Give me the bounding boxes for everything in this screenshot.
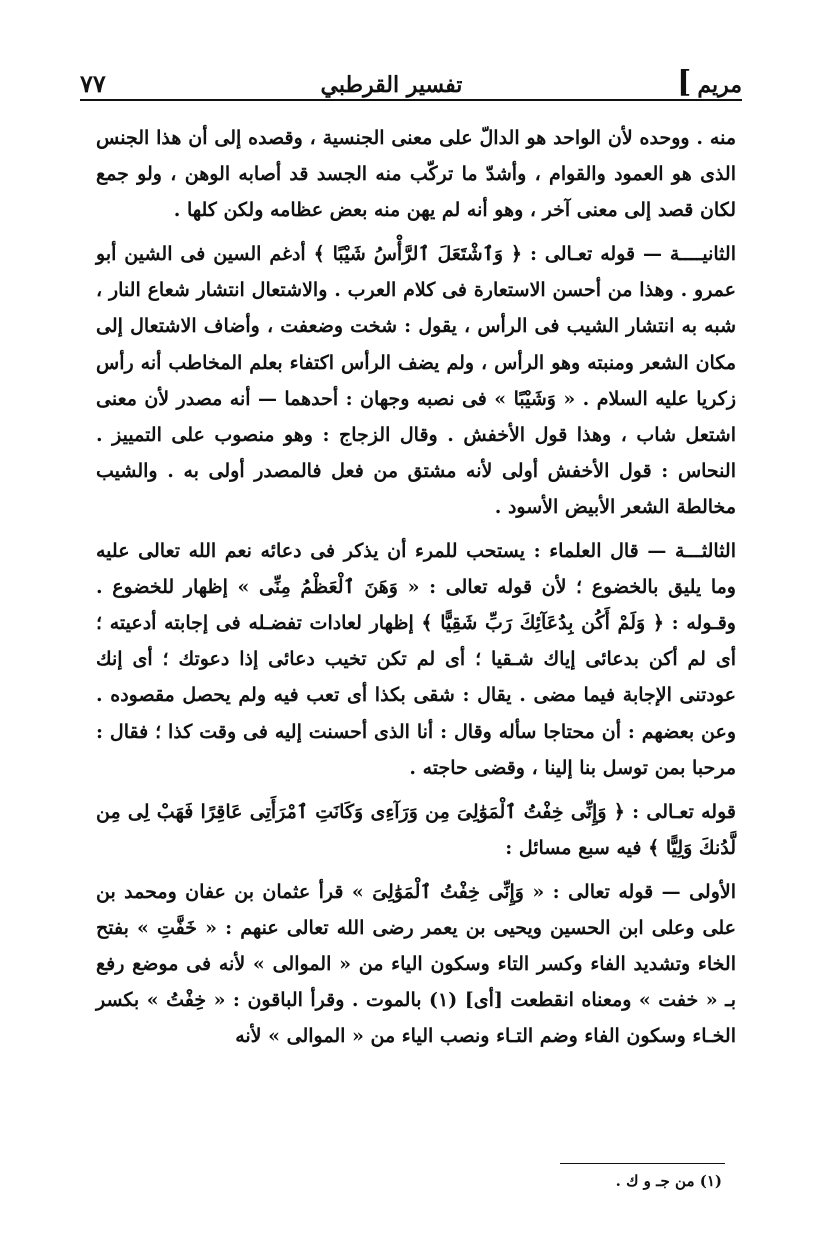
main-text [96,120,736,1062]
book-title: تفسير القرطبي [320,72,463,98]
footnote: (١) من جـ و ك . [615,1172,722,1190]
paragraph-2: الثانيــــة — قوله تعـالى : ﴿ وَٱشْتَعَلَ ٱلرَّأْسُ شَيْبًا ﴾ أدغم السين فى الشين أبو عمرو . وهذا من أحسن الاستعارة فى كلام العرب . والاشتعال انتشار شعاع النار ، شبه به انتشار الشيب فى الرأس ، يقول : شخت وضعفت ، وأضاف الاشتعال إلى مكان الشعر ومنبته وهو الرأس ، ولم يضف الرأس اكتفاء بعلم المخاطب أنه رأس زكريا عليه السلام . « وَشَيْبًا » فى نصبه وجهان : أحدهما — أنه مصدر لأن معنى اشتعل شاب ، وهذا قول الأخفش . وقال الزجاج : وهو منصوب على التمييز . النحاس : قول الأخفش أولى لأنه مشتق من فعل فالمصدر أولى به . والشيب مخالطة الشعر الأبيض الأسود . [96,243,736,518]
surah-name: مريم [697,72,742,98]
paragraph-1: منه . ووحده لأن الواحد هو الدالّ على معنى الجنسية ، وقصده إلى أن هذا الجنس الذى هو العمود والقوام ، وأشدّ ما تركّب منه الجسد قد أصابه الوهن ، ولو جمع لكان قصد إلى معنى آخر ، وهو أنه لم يهن منه بعض عظامه ولكن كلها . [96,127,736,222]
surah-name-group [677,65,742,100]
paragraph-4: قوله تعـالى : ﴿ وَإِنِّى خِفْتُ ٱلْمَوَٰلِىَ مِن وَرَآءِى وَكَانَتِ ٱمْرَأَتِى عَاقِرًا فَهَبْ لِى مِن لَّدُنكَ وَلِيًّا ﴾ فيه سبع مسائل : [96,800,736,859]
page-number: ٧٧ [80,69,106,98]
paragraph-5: الأولى — قوله تعالى : « وَإِنِّى خِفْتُ ٱلْمَوَٰلِىَ » قرأ عثمان بن عفان ومحمد بن على وعلى ابن الحسين ويحيى بن يعمر رضى الله تعالى عنهم : « خَفَّتِ » بفتح الخاء وتشديد الفاء وكسر التاء وسكون الياء من « الموالى » لأنه فى موضع رفع بـ « خفت » ومعناه انقطعت [أى] (١) بالموت . وقرأ الباقون : « خِفْتُ » بكسر الخـاء وسكون الفاء وضم التـاء ونصب الياء من « الموالى » لأنه [96,880,736,1048]
header-bracket: ] [677,65,692,100]
running-header [80,52,742,98]
paragraph-3: الثالثـــة — قال العلماء : يستحب للمرء أن يذكر فى دعائه نعم الله تعالى عليه وما يليق بالخضوع ؛ لأن قوله تعالى : « وَهَنَ ٱلْعَظْمُ مِنِّى » إظهار للخضوع . وقـوله : ﴿ وَلَمْ أَكُن بِدُعَآئِكَ رَبِّ شَقِيًّا ﴾ إظهار لعادات تفضـله فى إجابته أدعيته ؛ أى لم أكن بدعائى إياك شـقيا ؛ أى لم تكن تخيب دعائى إذا دعوتك ؛ أى إنك عودتنى الإجابة فيما مضى . يقال : شقى بكذا أى تعب فيه ولم يحصل مقصوده . وعن بعضهم : أن محتاجا سأله وقال : أنا الذى أحسنت إليه فى وقت كذا ؛ فقال : مرحبا بمن توسل بنا إلينا ، وقضى حاجته . [96,540,736,779]
header-rule [80,99,742,101]
footnote-rule [560,1163,725,1164]
